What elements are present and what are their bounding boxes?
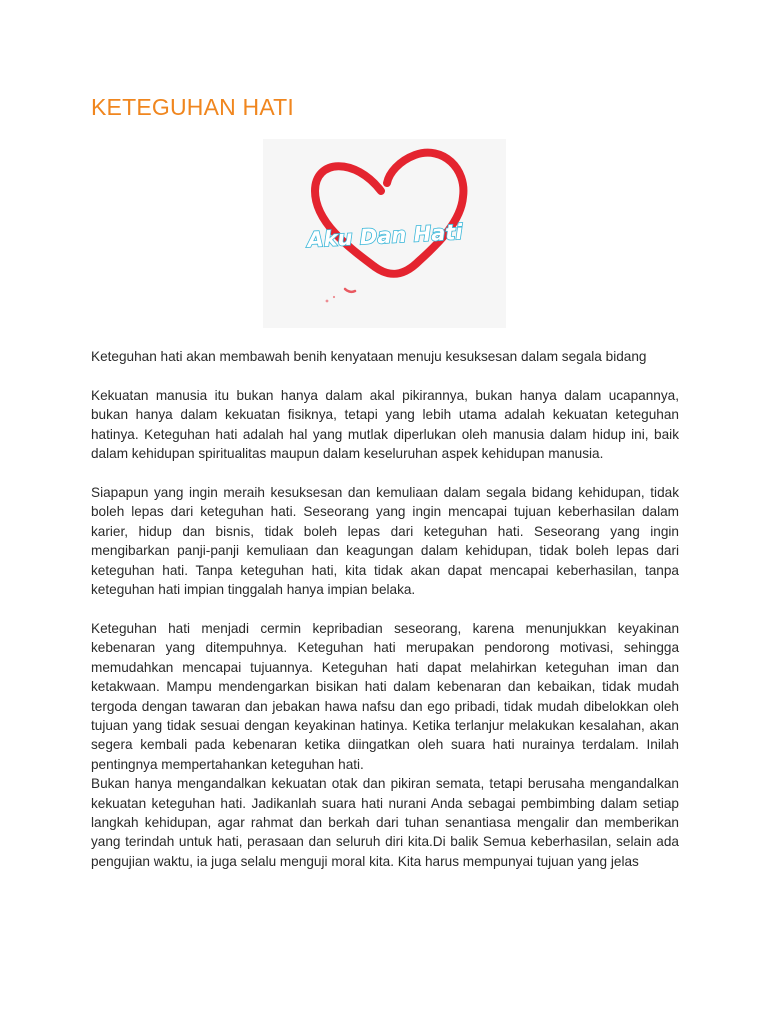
image-caption: Aku Dan Hati <box>306 219 464 253</box>
page-title: KETEGUHAN HATI <box>91 94 295 120</box>
paragraph-lead: Keteguhan hati akan membawah benih kenyataan menuju kesuksesan dalam segala bidang <box>91 349 647 364</box>
paragraph: Bukan hanya mengandalkan kekuatan otak dan pikiran semata, tetapi berusaha mengandalkan kekuatan keteguhan hati. Jadikanlah suara hati nurani Anda sebagai pembimbing dalam setiap langkah kehidupan, agar rahmat dan berkah dari tuhan senantiasa mengalir dan memberikan yang terindah untuk hati, perasaan dan seluruh diri kita.Di balik Semua keberhasilan, selain ada pengujian waktu, ia juga selalu menguji moral kita. Kita harus mempunyai tujuan yang jelas <box>91 776 679 869</box>
paragraph: Keteguhan hati menjadi cermin kepribadian seseorang, karena menunjukkan keyakinan kebenaran yang ditempuhnya. Keteguhan hati merupakan pendorong motivasi, sehingga memudahkan mencapai tujuannya. Keteguhan hati dapat melahirkan keteguhan iman dan ketakwaan. Mampu mendengarkan bisikan hati dalam kebenaran dan kebaikan, tidak mudah tergoda dengan tawaran dan jebakan hawa nafsu dan ego pribadi, tidak mudah dibelokkan oleh tujuan yang tidak sesuai dengan keyakinan hatinya. Ketika terlanjur melakukan kesalahan, akan segera kembali pada kebenaran ketika diingatkan oleh suara hati nurainya terdalam. Inilah pentingnya mempertahankan keteguhan hati. <box>91 620 679 772</box>
heart-tail-icon <box>345 289 355 292</box>
heart-graphic <box>263 139 506 328</box>
heart-dot-icon <box>326 300 329 303</box>
paragraph: Kekuatan manusia itu bukan hanya dalam akal pikirannya, bukan hanya dalam ucapannya, bukan hanya dalam kekuatan fisiknya, tetapi yang lebih utama adalah kekuatan keteguhan hatinya. Keteguhan hati adalah hal yang mutlak diperlukan oleh manusia dalam hidup ini, baik dalam kehidupan spiritualitas maupun dalam keseluruhan aspek kehidupan manusia. <box>91 387 679 462</box>
article-body <box>91 347 679 871</box>
paragraph: Siapapun yang ingin meraih kesuksesan dan kemuliaan dalam segala bidang kehidupan, tidak boleh lepas dari keteguhan hati. Seseorang yang ingin mencapai tujuan keberhasilan dalam karier, hidup dan bisnis, tidak boleh lepas dari keteguhan hati. Seseorang yang ingin mengibarkan panji-panji kemuliaan dan keagungan dalam kehidupan, tidak boleh lepas dari keteguhan hati. Tanpa keteguhan hati, kita tidak akan dapat mencapai keberhasilan, tanpa keteguhan hati impian tinggalah hanya impian belaka. <box>91 485 679 598</box>
heart-illustration <box>263 139 506 328</box>
heart-dot-icon <box>333 296 335 298</box>
heart-outline-icon <box>315 153 463 274</box>
